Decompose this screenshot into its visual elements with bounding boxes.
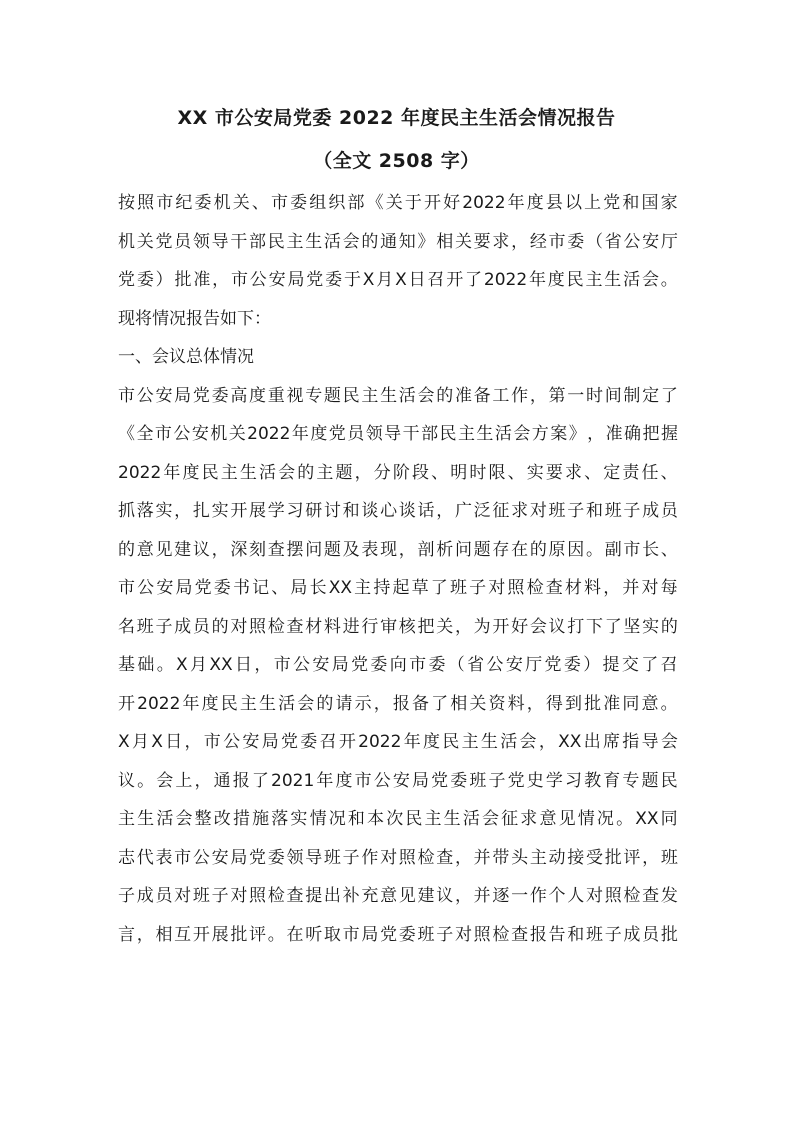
body-line: 机 关 党 员 领 导 干 部 民 主 生 活 会 的 通 知 》 相 关 要 求 ， 经 市 委 （ 省 公 安 厅	[118, 231, 678, 252]
body-line: X 月 X 日 ， 市 公 安 局 党 委 召 开 2022 年 度 民 主 生 活 会 ， XX 出 席 指 导 会	[118, 732, 678, 752]
body-line: 《 全 市 公 安 机 关 2022 年 度 党 员 领 导 干 部 民 主 生 活 会 方 案 》 ， 准 确 把 握	[118, 424, 678, 444]
body-line: 主 生 活 会 整 改 措 施 落 实 情 况 和 本 次 民 主 生 活 会 征 求 意 见 情 况 。 XX 同	[118, 809, 678, 829]
body-line: 议 。 会 上 ， 通 报 了 2021 年 度 市 公 安 局 党 委 班 子 党 史 学 习 教 育 专 题 民	[118, 770, 678, 791]
document-body	[118, 184, 678, 954]
body-line: 现将情况报告如下：	[118, 308, 271, 329]
body-line: 党 委 ） 批 准 ， 市 公 安 局 党 委 于 X 月 X 日 召 开 了 2022 年 度 民 主 生 活 会 。	[118, 270, 678, 290]
document-title: XX 市公安局党委 2022 年度民主生活会情况报告	[177, 107, 616, 129]
document-subtitle: （全文 2508 字）	[313, 150, 480, 172]
body-line: 市 公 安 局 党 委 书 记 、 局 长 XX 主 持 起 草 了 班 子 对 照 检 查 材 料 ， 并 对 每	[118, 578, 678, 598]
body-line: 言 ， 相 互 开 展 批 评 。 在 听 取 市 局 党 委 班 子 对 照 检 查 报 告 和 班 子 成 员 批	[118, 924, 678, 945]
body-line: 市 公 安 局 党 委 高 度 重 视 专 题 民 主 生 活 会 的 准 备 工 作 ， 第 一 时 间 制 定 了	[118, 385, 678, 406]
body-line: 按 照 市 纪 委 机 关 、 市 委 组 织 部 《 关 于 开 好 2022 年 度 县 以 上 党 和 国 家	[118, 193, 678, 213]
body-line: 的 意 见 建 议 ， 深 刻 查 摆 问 题 及 表 现 ， 剖 析 问 题 存 在 的 原 因 。 副 市 长 、	[118, 539, 678, 560]
body-line: 2022 年 度 民 主 生 活 会 的 主 题 ， 分 阶 段 、 明 时 限 、 实 要 求 、 定 责 任 、	[118, 462, 678, 483]
body-line: 基 础 。 X 月 XX 日 ， 市 公 安 局 党 委 向 市 委 （ 省 公 安 厅 党 委 ） 提 交 了 召	[118, 655, 678, 675]
body-line: 抓 落 实 ， 扎 实 开 展 学 习 研 讨 和 谈 心 谈 话 ， 广 泛 征 求 对 班 子 和 班 子 成 员	[118, 501, 678, 521]
body-line: 一、会议总体情况	[118, 347, 254, 367]
body-line: 开 2022 年 度 民 主 生 活 会 的 请 示 ， 报 备 了 相 关 资 料 ， 得 到 批 准 同 意 。	[118, 693, 678, 714]
body-line: 名 班 子 成 员 的 对 照 检 查 材 料 进 行 审 核 把 关 ， 为 开 好 会 议 打 下 了 坚 实 的	[118, 616, 678, 637]
body-line: 志 代 表 市 公 安 局 党 委 领 导 班 子 作 对 照 检 查 ， 并 带 头 主 动 接 受 批 评 ， 班	[118, 847, 678, 868]
body-line: 子 成 员 对 班 子 对 照 检 查 提 出 补 充 意 见 建 议 ， 并 逐 一 作 个 人 对 照 检 查 发	[118, 886, 678, 906]
